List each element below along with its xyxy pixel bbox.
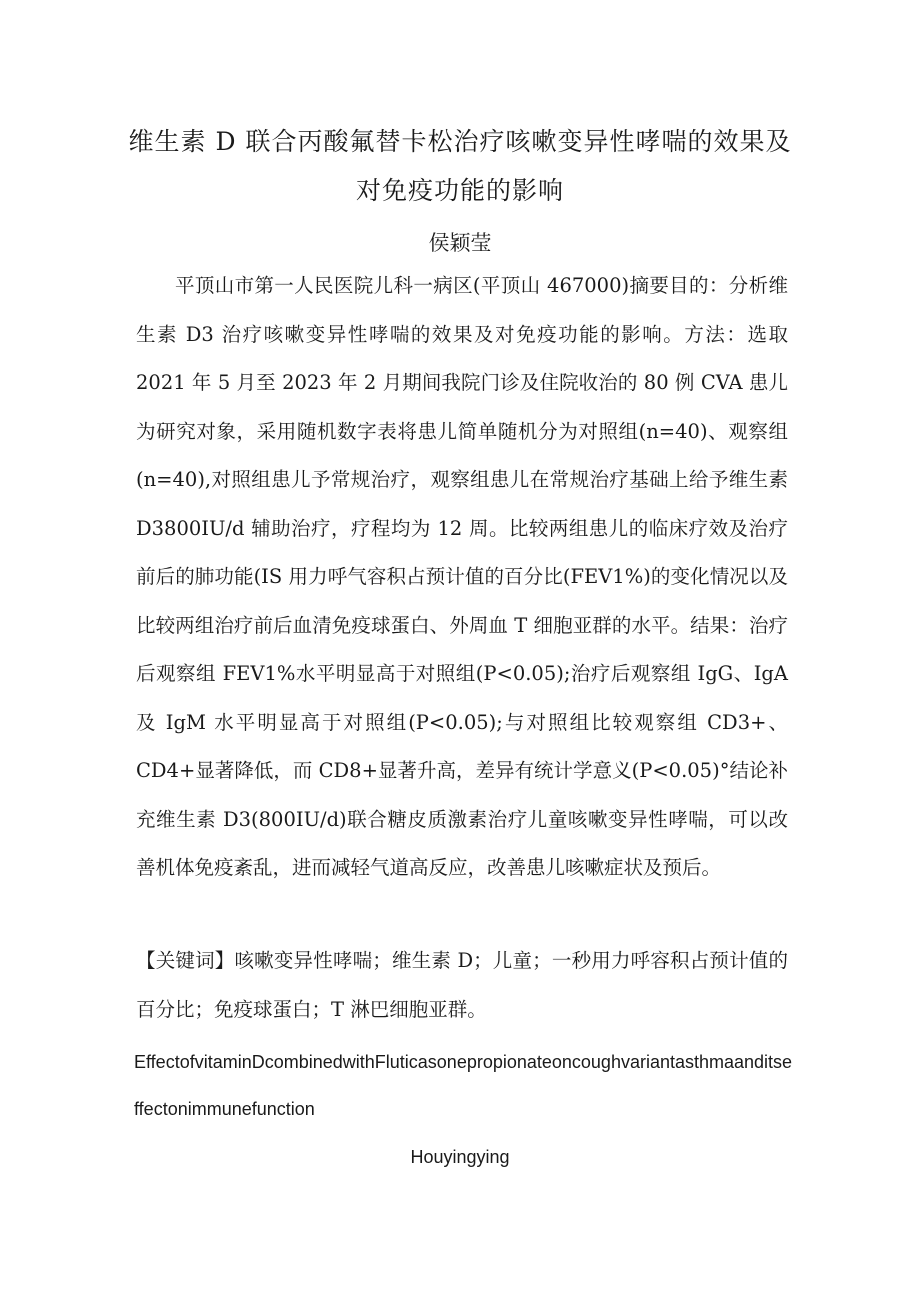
english-author: Houyingying xyxy=(410,1147,510,1167)
abstract-paragraph: 平顶山市第一人民医院儿科一病区(平顶山 467000)摘要目的：分析维生素 D3 治疗咳嗽变异性哮喘的效果及对免疫功能的影响。方法：选取 2021 年 5 月至 2023 年 2 月期间我院门诊及住院收治的 80 例 CVA 患儿为研究对象，采用随机数字表将患儿简单随机分为对照组(n=40)、观察组(n=40),对照组患儿予常规治疗，观察组患儿在常规治疗基础上给予维生素 D3800IU/d 辅助治疗，疗程均为 12 周。比较两组患儿的临床疗效及治疗前后的肺功能(IS 用力呼气容积占预计值的百分比(FEV1%)的变化情况以及比较两组治疗前后血清免疫球蛋白、外周血 T 细胞亚群的水平。结果：治疗后观察组 FEV1%水平明显高于对照组(P<0.05);治疗后观察组 IgG、IgA 及 IgM 水平明显高于对照组(P<0.05);与对照组比较观察组 CD3+、CD4+显著降低，而 CD8+显著升高，差异有统计学意义(P<0.05)°结论补充维生素 D3(800IU/d)联合糖皮质激素治疗儿童咳嗽变异性哮喘，可以改善机体免疫紊乱，进而减轻气道高反应，改善患儿咳嗽症状及预后。 xyxy=(136,274,788,879)
english-title: EffectofvitaminDcombinedwithFluticasonepropionateoncoughvariantasthmaanditseffectonimmunefunction xyxy=(134,1052,793,1119)
paper-title-line-2: 对免疫功能的影响 xyxy=(355,176,564,205)
author-name: 侯颖莹 xyxy=(428,231,492,255)
keywords-paragraph: 【关键词】咳嗽变异性哮喘；维生素 D；儿童；一秒用力呼容积占预计值的百分比；免疫球蛋白；T 淋巴细胞亚群。 xyxy=(136,949,788,1021)
paper-title-line-1: 维生素 D 联合丙酸氟替卡松治疗咳嗽变异性哮喘的效果及 xyxy=(128,127,792,156)
